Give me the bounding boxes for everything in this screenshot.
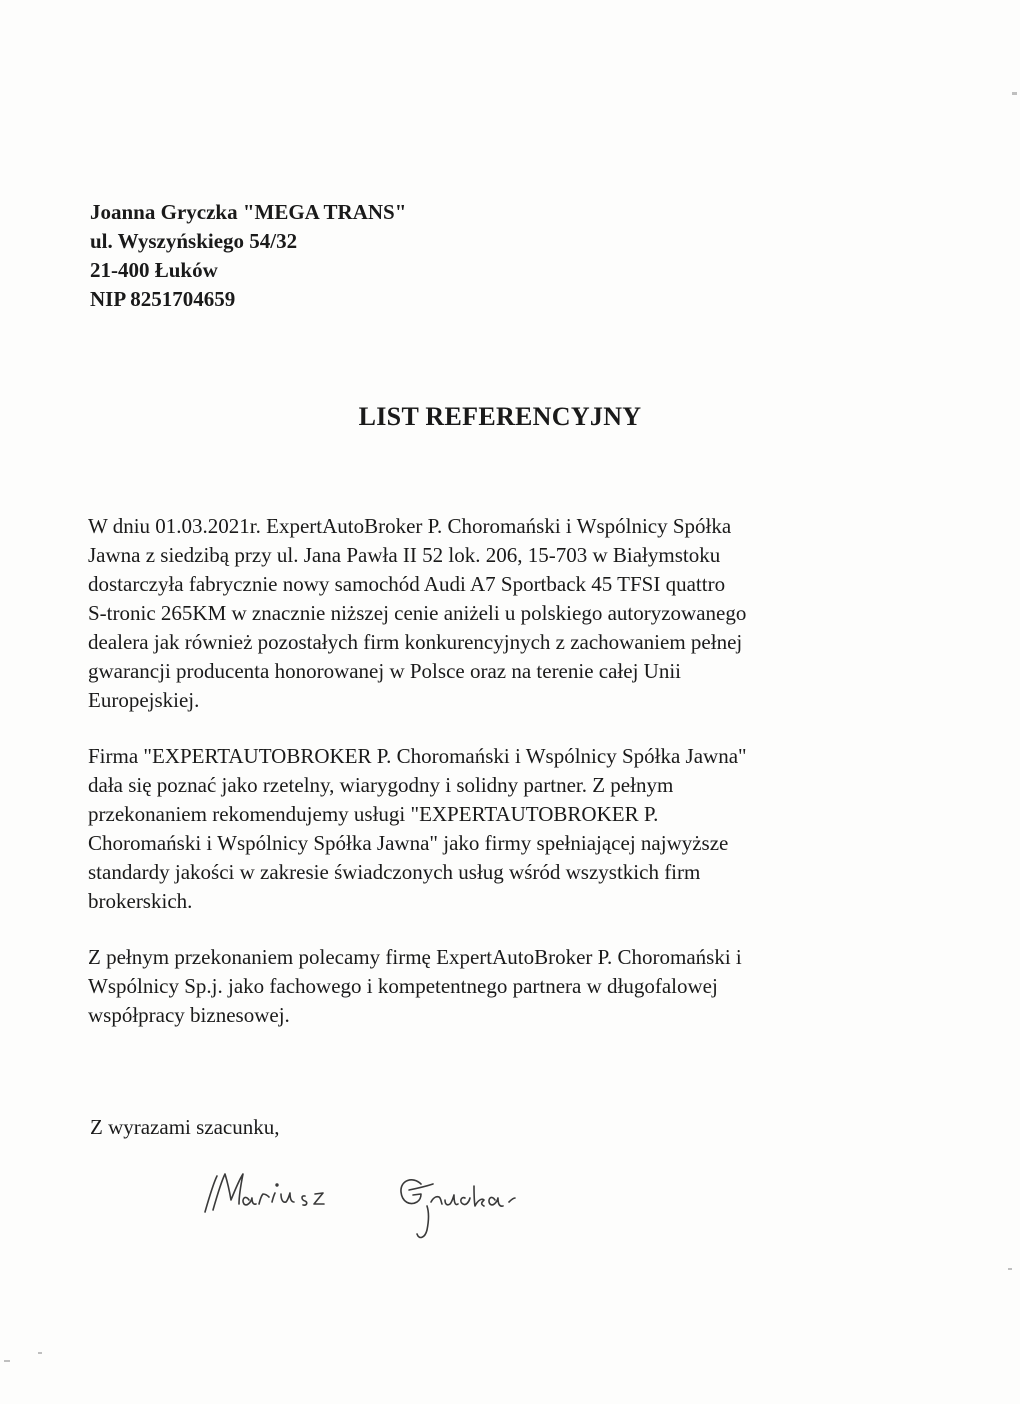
sender-address-block	[90, 198, 406, 314]
paragraph-line: standardy jakości w zakresie świadczonych usług wśród wszystkich firm	[88, 860, 701, 884]
paragraph-line: W dniu 01.03.2021r. ExpertAutoBroker P. Choromański i Wspólnicy Spółka	[88, 514, 732, 538]
paragraph-line: gwarancji producenta honorowanej w Polsce oraz na terenie całej Unii	[88, 659, 682, 683]
paragraph-line: Choromański i Wspólnicy Spółka Jawna" jako firmy spełniającej najwyższe	[88, 831, 729, 855]
paragraph-line: brokerskich.	[88, 889, 193, 913]
paragraph-line: Firma "EXPERTAUTOBROKER P. Choromański i Wspólnicy Spółka Jawna"	[88, 744, 747, 768]
scan-speck	[38, 1352, 42, 1354]
paragraph-line: Z pełnym przekonaniem polecamy firmę ExpertAutoBroker P. Choromański i	[88, 945, 742, 969]
paragraph-line: S-tronic 265KM w znacznie niższej cenie aniżeli u polskiego autoryzowanego	[88, 601, 747, 625]
scan-speck	[1012, 92, 1017, 95]
sender-name: Joanna Gryczka "MEGA TRANS"	[90, 200, 407, 224]
sender-nip: NIP 8251704659	[90, 287, 236, 311]
paragraph-line: Wspólnicy Sp.j. jako fachowego i kompetentnego partnera w długofalowej	[88, 974, 718, 998]
closing-phrase: Z wyrazami szacunku,	[90, 1115, 280, 1139]
handwritten-signature	[195, 1160, 575, 1260]
paragraph-line: Jawna z siedzibą przy ul. Jana Pawła II 52 lok. 206, 15-703 w Białymstoku	[88, 543, 721, 567]
paragraph-line: przekonaniem rekomendujemy usługi "EXPERTAUTOBROKER P.	[88, 802, 659, 826]
scan-speck	[1008, 1268, 1012, 1270]
paragraph-line: dostarczyła fabrycznie nowy samochód Audi A7 Sportback 45 TFSI quattro	[88, 572, 726, 596]
sender-city: 21-400 Łuków	[90, 258, 218, 282]
letter-body	[88, 512, 898, 1057]
paragraph-line: współpracy biznesowej.	[88, 1003, 290, 1027]
paragraph-line: Europejskiej.	[88, 688, 200, 712]
body-paragraph-1	[88, 512, 898, 715]
body-paragraph-2	[88, 742, 898, 916]
paragraph-line: dała się poznać jako rzetelny, wiarygodny i solidny partner. Z pełnym	[88, 773, 674, 797]
paragraph-line: dealera jak również pozostałych firm konkurencyjnych z zachowaniem pełnej	[88, 630, 743, 654]
scan-speck	[4, 1360, 10, 1362]
sender-street: ul. Wyszyńskiego 54/32	[90, 229, 298, 253]
letter-title: LIST REFERENCYJNY	[358, 402, 642, 431]
body-paragraph-3	[88, 943, 898, 1030]
